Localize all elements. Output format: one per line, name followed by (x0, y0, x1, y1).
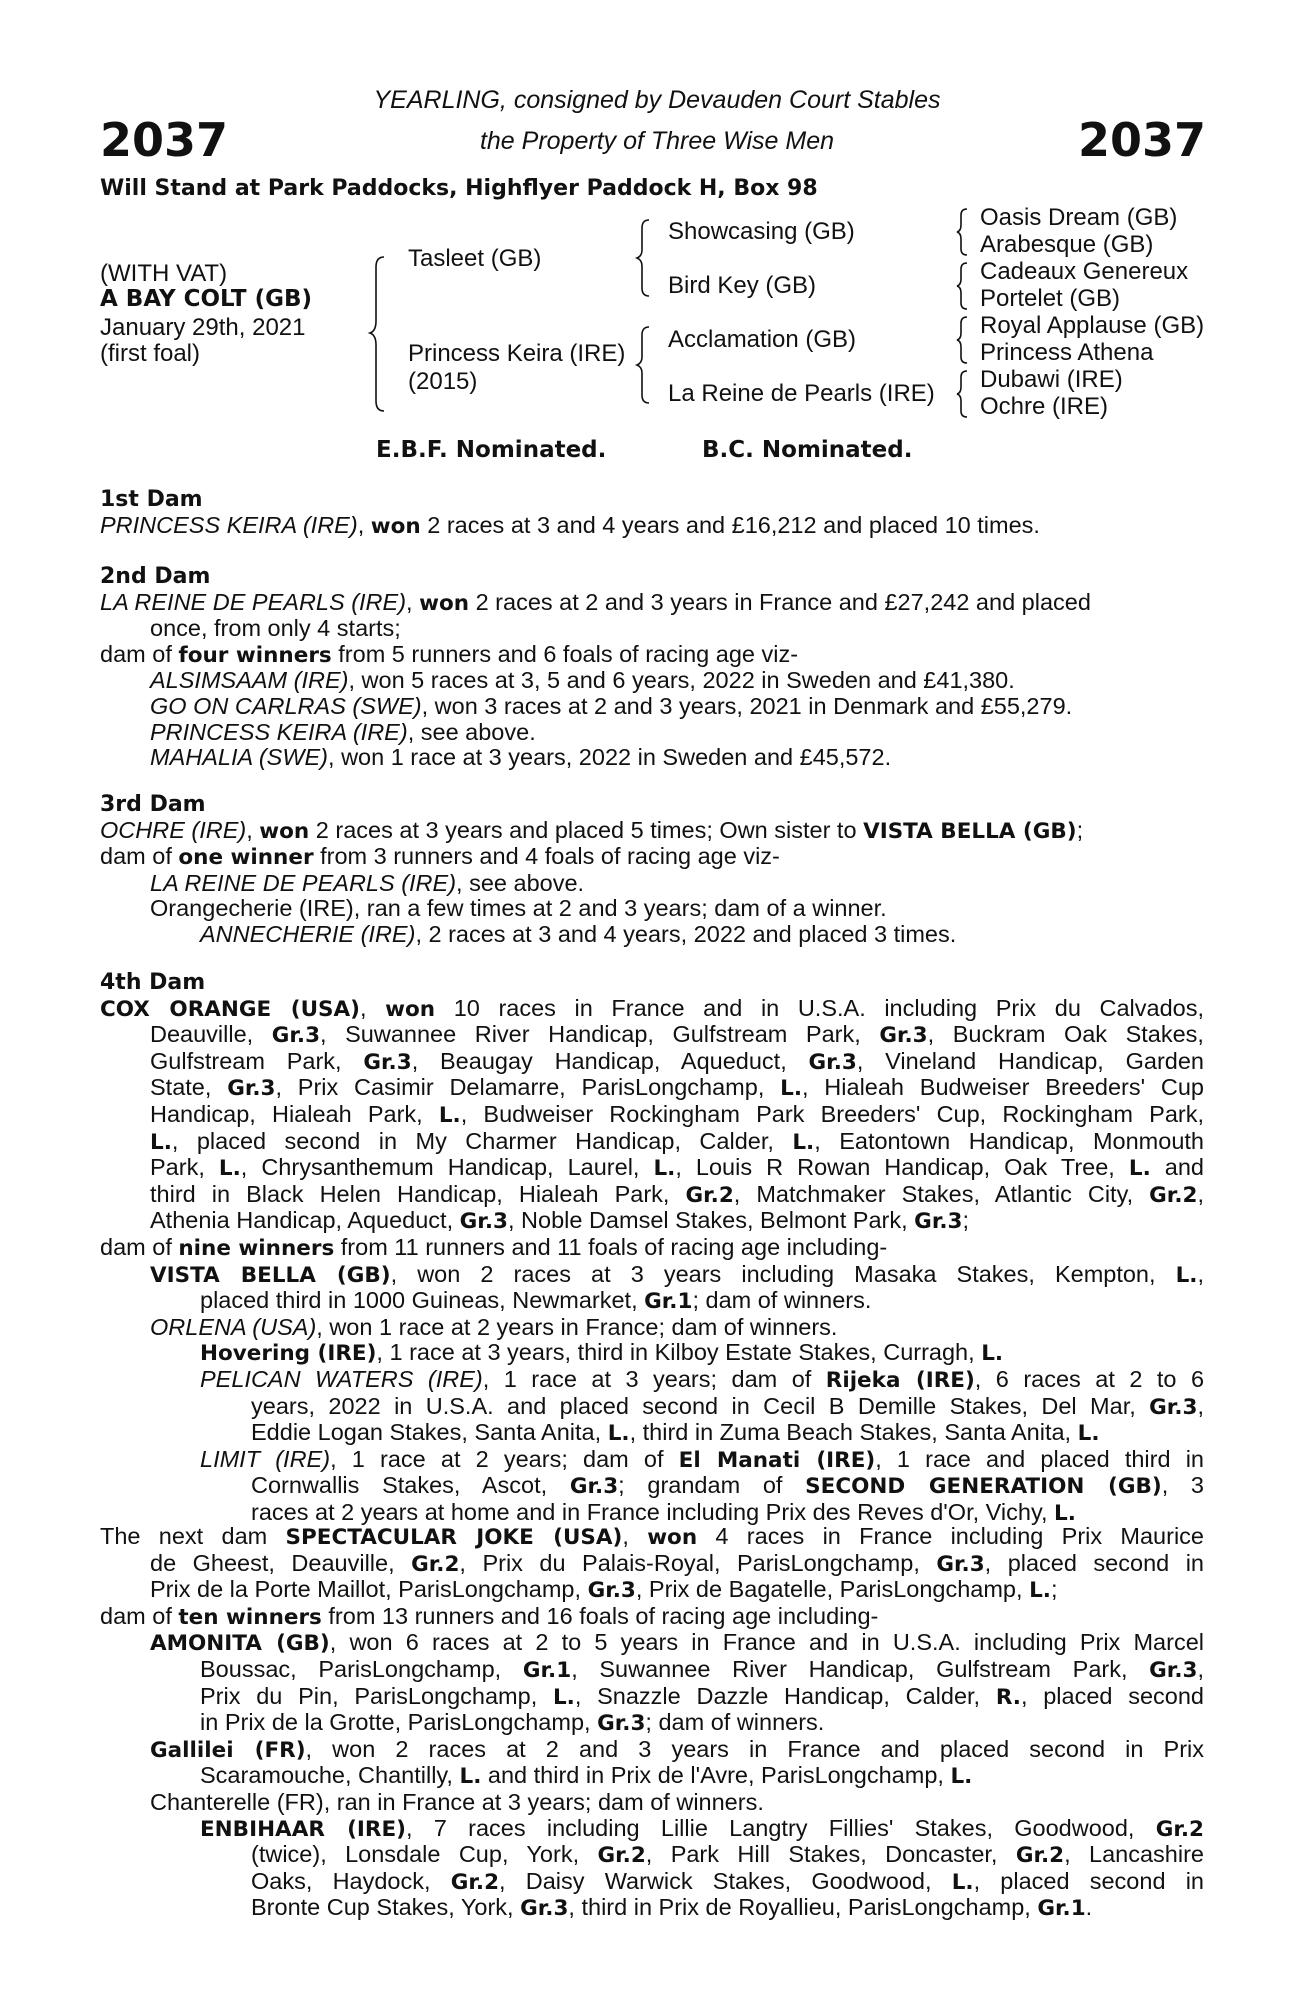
lot-number-left: 2037 (100, 113, 229, 167)
fourth-dam-produce: dam of nine winners from 11 runners and 11 foals of racing age including- (100, 1233, 888, 1261)
pedigree-brace-g3-4 (957, 369, 971, 419)
record-line: State, Gr.3, Prix Casimir Delamarre, ParisLongchamp, L., Hialeah Budweiser Breeders' Cup (150, 1074, 1204, 1102)
record-line: Gulfstream Park, Gr.3, Beaugay Handicap, Aqueduct, Gr.3, Vineland Handicap, Garden (150, 1047, 1205, 1075)
pedigree-dam-dam: La Reine de Pearls (IRE) (668, 380, 935, 407)
progeny-item: PELICAN WATERS (IRE), 1 race at 3 years; dam of Rijeka (IRE), 6 races at 2 to 6 (200, 1365, 1205, 1393)
fourth-dam-record: COX ORANGE (USA), won 10 races in France and in U.S.A. including Prix du Calvados, (100, 994, 1204, 1022)
record-line: Athenia Handicap, Aqueduct, Gr.3, Noble Damsel Stakes, Belmont Park, Gr.3; (150, 1207, 970, 1235)
second-dam-record: LA REINE DE PEARLS (IRE), won 2 races at 2 and 3 years in France and £27,242 and placed (100, 588, 1091, 616)
pedigree-dam-sire: Acclamation (GB) (668, 326, 857, 353)
first-dam-record: PRINCESS KEIRA (IRE), won 2 races at 3 and 4 years and £16,212 and placed 10 times. (100, 511, 1040, 539)
record-line: Oaks, Haydock, Gr.2, Daisy Warwick Stakes, Goodwood, L., placed second in (251, 1867, 1204, 1895)
pedigree-brace-sire (637, 218, 653, 298)
record-line: Bronte Cup Stakes, York, Gr.3, third in Prix de Royallieu, ParisLongchamp, Gr.1. (251, 1894, 1093, 1922)
pedigree-g3-2: Arabesque (GB) (980, 231, 1154, 258)
progeny-item: LA REINE DE PEARLS (IRE), see above. (150, 869, 585, 896)
pedigree-g3-1: Oasis Dream (GB) (980, 204, 1178, 231)
record-line: Boussac, ParisLongchamp, Gr.1, Suwannee River Handicap, Gulfstream Park, Gr.3, (200, 1655, 1204, 1683)
record-line: years, 2022 in U.S.A. and placed second in Cecil B Demille Stakes, Del Mar, Gr.3, (251, 1392, 1204, 1420)
horse-dob: January 29th, 2021 (100, 314, 306, 341)
record-line: L., placed second in My Charmer Handicap, Calder, L., Eatontown Handicap, Monmouth (150, 1127, 1204, 1155)
pedigree-sire-dam: Bird Key (GB) (668, 272, 817, 299)
progeny-item: VISTA BELLA (GB), won 2 races at 3 years including Masaka Stakes, Kempton, L., (150, 1260, 1205, 1288)
record-line: de Gheest, Deauville, Gr.2, Prix du Palais-Royal, ParisLongchamp, Gr.3, placed second in (150, 1549, 1204, 1577)
pedigree-g3-5: Royal Applause (GB) (980, 312, 1205, 339)
next-dam-section (100, 1524, 1204, 1922)
first-dam-heading: 1st Dam (100, 487, 203, 512)
record-line: in Prix de la Grotte, ParisLongchamp, Gr.3; dam of winners. (200, 1709, 825, 1737)
lot-number-right: 2037 (1077, 113, 1206, 167)
progeny-item: Hovering (IRE), 1 race at 3 years, third in Kilboy Estate Stakes, Curragh, L. (200, 1339, 1004, 1367)
pedigree-sire-sire: Showcasing (GB) (668, 218, 855, 245)
record-line: Scaramouche, Chantilly, L. and third in Prix de l'Avre, ParisLongchamp, L. (200, 1762, 973, 1790)
progeny-item: ANNECHERIE (IRE), 2 races at 3 and 4 years, 2022 and placed 3 times. (200, 920, 957, 947)
ebf-nomination: E.B.F. Nominated. (376, 437, 607, 463)
first-dam-section (100, 486, 1204, 539)
second-dam-heading: 2nd Dam (100, 564, 211, 589)
progeny-item: Gallilei (FR), won 2 races at 2 and 3 years in France and placed second in Prix (150, 1735, 1205, 1763)
pedigree-brace-dam (637, 325, 653, 405)
pedigree-g3-7: Dubawi (IRE) (980, 366, 1123, 393)
progeny-item: GO ON CARLRAS (SWE), won 3 races at 2 and 3 years, 2021 in Denmark and £55,279. (150, 692, 1073, 719)
pedigree-g3-3: Cadeaux Genereux (980, 258, 1189, 285)
fourth-dam-section (100, 969, 1204, 1526)
horse-name: A BAY COLT (GB) (100, 286, 313, 312)
record-line: Cornwallis Stakes, Ascot, Gr.3; grandam of SECOND GENERATION (GB), 3 (251, 1472, 1204, 1500)
record-line: Park, L., Chrysanthemum Handicap, Laurel, L., Louis R Rowan Handicap, Oak Tree, L. and (150, 1154, 1204, 1182)
vat-note: (WITH VAT) (100, 260, 228, 287)
pedigree-brace-g3-1 (957, 207, 971, 257)
third-dam-section (100, 791, 1204, 948)
record-line: Eddie Logan Stakes, Santa Anita, L., third in Zuma Beach Stakes, Santa Anita, L. (251, 1419, 1100, 1447)
consignor-line: YEARLING, consigned by Devauden Court Stables (373, 86, 941, 114)
record-line: Handicap, Hialeah Park, L., Budweiser Rockingham Park Breeders' Cup, Rockingham Park, (150, 1100, 1204, 1128)
second-dam-section (100, 563, 1204, 771)
pedigree-brace-g3-2 (957, 261, 971, 311)
pedigree-g3-4: Portelet (GB) (980, 285, 1121, 312)
next-dam-record: The next dam SPECTACULAR JOKE (USA), won 4 races in France including Prix Maurice (100, 1523, 1204, 1550)
progeny-item: ALSIMSAAM (IRE), won 5 races at 3, 5 and 6 years, 2022 in Sweden and £41,380. (150, 667, 1015, 694)
progeny-item: MAHALIA (SWE), won 1 race at 3 years, 2022 in Sweden and £45,572. (150, 744, 892, 771)
record-line: (twice), Lonsdale Cup, York, Gr.2, Park Hill Stakes, Doncaster, Gr.2, Lancashire (251, 1841, 1204, 1869)
progeny-item: ORLENA (USA), won 1 race at 2 years in France; dam of winners. (150, 1313, 838, 1340)
pedigree-dam: Princess Keira (IRE) (408, 340, 626, 367)
pedigree-g3-6: Princess Athena (980, 339, 1154, 366)
stand-location: Will Stand at Park Paddocks, Highflyer Paddock H, Box 98 (100, 176, 818, 201)
record-line: Prix de la Porte Maillot, ParisLongchamp, Gr.3, Prix de Bagatelle, ParisLongchamp, L.; (150, 1576, 1058, 1604)
progeny-item: Orangecherie (IRE), ran a few times at 2 and 3 years; dam of a winner. (150, 895, 887, 922)
pedigree-brace-g3-3 (957, 315, 971, 365)
progeny-item: PRINCESS KEIRA (IRE), see above. (150, 718, 536, 745)
property-line: the Property of Three Wise Men (479, 127, 835, 155)
record-line: Deauville, Gr.3, Suwannee River Handicap, Gulfstream Park, Gr.3, Buckram Oak Stakes, (150, 1021, 1204, 1049)
pedigree-sire: Tasleet (GB) (408, 245, 542, 272)
third-dam-produce: dam of one winner from 3 runners and 4 foals of racing age viz- (100, 843, 780, 871)
fourth-dam-heading: 4th Dam (100, 970, 206, 995)
third-dam-heading: 3rd Dam (100, 792, 206, 817)
record-line: third in Black Helen Handicap, Hialeah Park, Gr.2, Matchmaker Stakes, Atlantic City, Gr.2, (150, 1180, 1204, 1208)
progeny-item: ENBIHAAR (IRE), 7 races including Lillie Langtry Fillies' Stakes, Goodwood, Gr.2 (200, 1814, 1204, 1842)
third-dam-record: OCHRE (IRE), won 2 races at 3 years and placed 5 times; Own sister to VISTA BELLA (GB); (100, 816, 1084, 844)
horse-note: (first foal) (100, 340, 201, 367)
second-dam-record-cont: once, from only 4 starts; (150, 615, 401, 642)
record-line: placed third in 1000 Guineas, Newmarket, Gr.1; dam of winners. (200, 1287, 872, 1315)
record-line: Prix du Pin, ParisLongchamp, L., Snazzle Dazzle Handicap, Calder, R., placed second (200, 1682, 1204, 1710)
pedigree-dam-year: (2015) (408, 368, 478, 395)
progeny-item: AMONITA (GB), won 6 races at 2 to 5 years in France and in U.S.A. including Prix Marcel (150, 1629, 1204, 1657)
progeny-item: LIMIT (IRE), 1 race at 2 years; dam of El Manati (IRE), 1 race and placed third in (200, 1445, 1204, 1473)
record-line: races at 2 years at home and in France including Prix des Reves d'Or, Vichy, L. (251, 1498, 1076, 1526)
pedigree-g3-8: Ochre (IRE) (980, 393, 1109, 420)
second-dam-produce: dam of four winners from 5 runners and 6 foals of racing age viz- (100, 640, 799, 668)
next-dam-produce: dam of ten winners from 13 runners and 16 foals of racing age including- (100, 1602, 879, 1630)
pedigree-brace-main (370, 255, 390, 415)
bc-nomination: B.C. Nominated. (702, 437, 913, 463)
progeny-item: Chanterelle (FR), ran in France at 3 years; dam of winners. (150, 1788, 764, 1815)
